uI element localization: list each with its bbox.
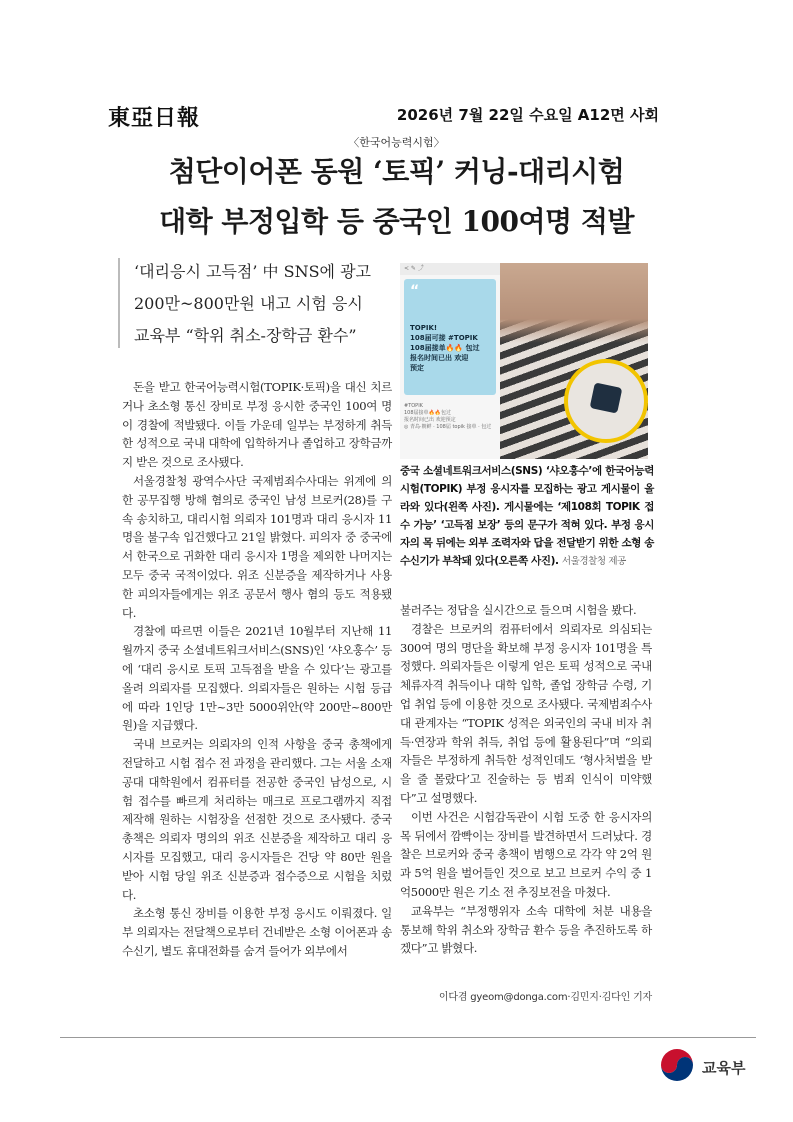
device-zoom-circle bbox=[564, 359, 648, 443]
headline-line-1: 첨단이어폰 동원 ‘토픽’ 커닝-대리시험 bbox=[168, 155, 625, 188]
sns-ad-card bbox=[404, 279, 496, 395]
sns-screenshot-photo bbox=[400, 263, 501, 459]
ministry-name: 교육부 bbox=[702, 1059, 746, 1077]
body-paragraph: 서울경찰청 광역수사단 국제범죄수사대는 위계에 의한 공무집행 방해 혐의로 중국인 남성 브로커(28)를 구속 송치하고, 대리시험 의뢰자 101명과 대리 응시자 11명을 불구속 입건했다고 21일 밝혔다. 피의자 중 중국에서 한국으로 귀화한 대리 응시자 1명을 제외한 나머지는 모두 중국 국적이었다. 위조 신분증을 제작하거나 사용한 피의자들에게는 위조 공문서 행사 혐의 등도 적용됐다. bbox=[122, 473, 392, 620]
reporter-byline: 이다겸 gyeom@donga.com·김민지·김다인 기자 bbox=[438, 992, 652, 1003]
headline-line-2: 대학 부정입학 등 중국인 100여명 적발 bbox=[159, 205, 634, 238]
transmitter-device bbox=[590, 382, 623, 413]
newspaper-logo: 東亞日報 bbox=[108, 105, 201, 131]
body-paragraph: 경찰에 따르면 이들은 2021년 10월부터 지난해 11월까지 중국 소셜네트워크서비스(SNS)인 ‘샤오훙수’ 등에 ‘대리 응시로 토픽 고득점을 받을 수 있다’는 광고를 올려 의뢰자를 모집했다. 의뢰자들은 원하는 시험 등급에 따라 1인당 1만~3만 5000위안(약 200만~800만 원)을 지급했다. bbox=[122, 624, 392, 733]
subhead-divider bbox=[118, 258, 120, 348]
photo-credit: 서울경찰청 제공 bbox=[561, 556, 626, 567]
transmitter-neck-photo bbox=[500, 263, 648, 459]
quote-mark-icon: “ bbox=[410, 283, 420, 299]
caption-text: 중국 소셜네트워크서비스(SNS) ‘샤오훙수’에 한국어능력시험(TOPIK) 부정 응시자를 모집하는 광고 게시물이 올라와 있다(왼쪽 사진). 게시물에는 ‘제108회 TOPIK 접수 가능’ ‘고득점 보장’ 등의 문구가 적혀 있다. 부정 응시자의 목 뒤에는 외부 조력자와 답을 전달받기 위한 소형 송수신기가 부착돼 있다(오른쪽 사진). bbox=[400, 465, 654, 567]
sns-ad-text: TOPIK! 108届可接 #TOPIK 108届接单🔥🔥 包过 报名时间已出 欢迎 预定 bbox=[410, 324, 480, 372]
body-paragraph: 교육부는 “부정행위자 소속 대학에 처분 내용을 통보해 학위 취소와 장학금 환수 등을 추진하도록 하겠다”고 밝혔다. bbox=[400, 903, 652, 956]
body-paragraph: 이번 사건은 시험감독관이 시험 도중 한 응시자의 목 뒤에서 깜빡이는 장비를 발견하면서 드러났다. 경찰은 브로커와 중국 총책이 범행으로 각각 약 2억 원과 5억 원을 벌어들인 것으로 보고 브로커 수익 중 1억5000만 원은 기소 전 추징보전을 마쳤다. bbox=[400, 809, 652, 899]
body-paragraph: 불러주는 정답을 실시간으로 들으며 시험을 봤다. bbox=[400, 603, 637, 617]
article-body-right bbox=[400, 601, 652, 958]
body-paragraph: 경찰은 브로커의 컴퓨터에서 의뢰자로 의심되는 300여 명의 명단을 확보해 부정 응시자 101명을 특정했다. 의뢰자들은 이렇게 얻은 토픽 성적으로 국내 체류자격 취득이나 대학 입학, 졸업 장학금 수령, 기업 취업 등에 이용한 것으로 조사됐다. 국제범죄수사대 관계자는 “TOPIK 성적은 외국인의 국내 비자 취득·연장과 학위 취득, 취업 등에 활용된다”며 “의뢰자들은 부정하게 취득한 성적인데도 ‘형사처벌을 받을 줄 몰랐다’고 진술하는 등 범죄 인식이 미약했다”고 설명했다. bbox=[400, 621, 652, 805]
phone-status-bar: < ✎ ⤴ bbox=[400, 263, 500, 275]
body-paragraph: 돈을 받고 한국어능력시험(TOPIK·토픽)을 대신 치르거나 초소형 통신 장비로 부정 응시한 중국인 100여 명이 경찰에 적발됐다. 이들 가운데 일부는 부정하게 취득한 성적으로 국내 대학에 입학하거나 졸업하고 장학금까지 받은 것으로 조사됐다. bbox=[122, 380, 392, 470]
sns-post-footer: #TOPIK 108届接单🔥🔥包过 报名时间已出 欢迎预定 ◎ 青岛·朝鲜 · 108届 topik 接单 · 包过 bbox=[404, 403, 492, 430]
article-body-left bbox=[122, 378, 392, 961]
ministry-emblem-icon bbox=[660, 1048, 694, 1082]
article-photo bbox=[400, 263, 648, 459]
article-kicker: 〈한국어능력시험〉 bbox=[348, 136, 445, 149]
footer-divider bbox=[60, 1037, 756, 1038]
subhead-3: 교육부 “학위 취소-장학금 환수” bbox=[134, 326, 357, 345]
neck-skin bbox=[500, 263, 648, 343]
body-paragraph: 국내 브로커는 의뢰자의 인적 사항을 중국 총책에게 전달하고 시험 접수 전 과정을 관리했다. 그는 서울 소재 공대 대학원에서 컴퓨터를 전공한 중국인 남성으로, 시험 접수를 빠르게 처리하는 매크로 프로그램까지 직접 제작해 원하는 시험장을 선점한 것으로 조사됐다. 중국 총책은 의뢰자 명의의 위조 신분증을 제작하고 대리 응시자를 모집했고, 대리 응시자들은 건당 약 80만 원을 받아 시험 당일 위조 신분증과 접수증으로 시험을 치렀다. bbox=[122, 737, 392, 902]
issue-date-section: 2026년 7월 22일 수요일 A12면 사회 bbox=[396, 106, 659, 124]
body-paragraph: 초소형 통신 장비를 이용한 부정 응시도 이뤄졌다. 일부 의뢰자는 전달책으로부터 건네받은 소형 이어폰과 송수신기, 별도 휴대전화를 숨겨 들어가 외부에서 bbox=[122, 906, 392, 958]
subhead-1: ‘대리응시 고득점’ 中 SNS에 광고 bbox=[134, 262, 371, 281]
photo-caption bbox=[400, 462, 654, 571]
subhead-2: 200만~800만원 내고 시험 응시 bbox=[134, 294, 363, 313]
